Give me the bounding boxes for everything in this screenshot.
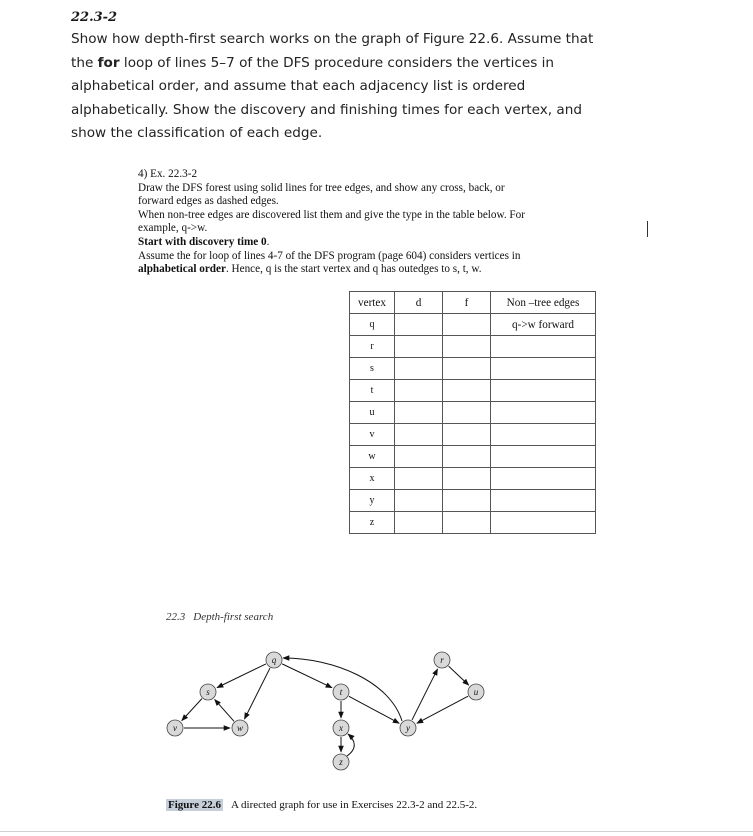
vertex-u (468, 684, 484, 700)
start-instruction: Start with discovery time 0 (138, 235, 267, 248)
cell-vertex: r (350, 336, 395, 358)
vertex-label: y (406, 723, 410, 733)
order-emphasis: alphabetical order (138, 263, 226, 276)
vertex-t (333, 684, 349, 700)
vertex-label: r (440, 655, 444, 665)
exercise-line: example, q->w. (138, 222, 208, 235)
vertex-y (400, 720, 416, 736)
figure-caption (166, 799, 477, 811)
vertex-w (232, 720, 248, 736)
edge-z-x (347, 734, 354, 756)
vertex-x (333, 720, 349, 736)
vertex-v (167, 720, 183, 736)
cell-vertex: w (350, 446, 395, 468)
vertex-label: z (339, 757, 343, 767)
start-instruction-tail: . (266, 235, 270, 248)
vertex-label: s (206, 687, 210, 697)
vertex-r (434, 652, 450, 668)
section-title: Depth-first search (193, 611, 274, 623)
problem-text-start: Show how depth-first search works on the graph of Figure 22.6. Assume that the (71, 31, 594, 71)
page-bottom-rule (0, 831, 753, 832)
section-number: 22.3 (166, 611, 186, 623)
edge-t-y (349, 696, 399, 723)
cell-vertex: u (350, 402, 395, 424)
exercise-line: When non-tree edges are discovered list them and give the type in the table below. For (138, 208, 525, 221)
header-discovery: d (395, 292, 443, 314)
cell-vertex: y (350, 490, 395, 512)
edge-q-s (217, 664, 266, 688)
problem-text-bold: for (97, 54, 120, 71)
header-finish: f (443, 292, 491, 314)
edge-s-v (182, 699, 202, 721)
figure-label: Figure 22.6 (168, 799, 221, 811)
header-non-tree-edges: Non –tree edges (491, 292, 596, 314)
edge-y-r (412, 669, 438, 720)
cell-vertex: t (350, 380, 395, 402)
exercise-line: forward edges as dashed edges. (138, 195, 279, 208)
exercise-line: Assume the for loop of lines 4-7 of the DFS program (page 604) considers vertices in (138, 249, 521, 262)
edge-r-u (449, 666, 469, 685)
vertex-label: q (271, 655, 277, 665)
vertex-q (266, 652, 282, 668)
vertex-z (333, 754, 349, 770)
vertex-s (200, 684, 216, 700)
cell-vertex: q (350, 314, 395, 336)
problem-number: 22.3-2 (71, 10, 118, 25)
edge-q-t (282, 664, 332, 688)
vertex-label: t (339, 687, 343, 697)
exercise-title: 4) Ex. 22.3-2 (138, 168, 198, 180)
cell-vertex: v (350, 424, 395, 446)
edge-w-s (215, 699, 234, 721)
problem-text-end: loop of lines 5–7 of the DFS procedure considers the vertices in alphabetical order, and assume that each adjacency list is ordered alphabetically. Show the discovery and finishing times for each vertex, and show the classification of each edge. (71, 54, 582, 141)
exercise-line: Draw the DFS forest using solid lines for tree edges, and show any cross, back, or (138, 181, 505, 194)
cell-vertex: x (350, 468, 395, 490)
cell-non-tree-edges: q->w forward (491, 314, 596, 336)
vertex-label: v (173, 723, 177, 733)
vertex-label: w (236, 723, 244, 733)
order-tail: . Hence, q is the start vertex and q has outedges to s, t, w. (225, 263, 482, 276)
cell-vertex: s (350, 358, 395, 380)
edge-q-w (244, 668, 270, 719)
caption-text: A directed graph for use in Exercises 22.3-2 and 22.5-2. (230, 799, 478, 811)
cell-vertex: z (350, 512, 395, 534)
edge-u-y (417, 696, 468, 723)
vertex-label: u (473, 687, 479, 697)
vertex-label: x (339, 723, 343, 733)
header-vertex: vertex (350, 292, 395, 314)
